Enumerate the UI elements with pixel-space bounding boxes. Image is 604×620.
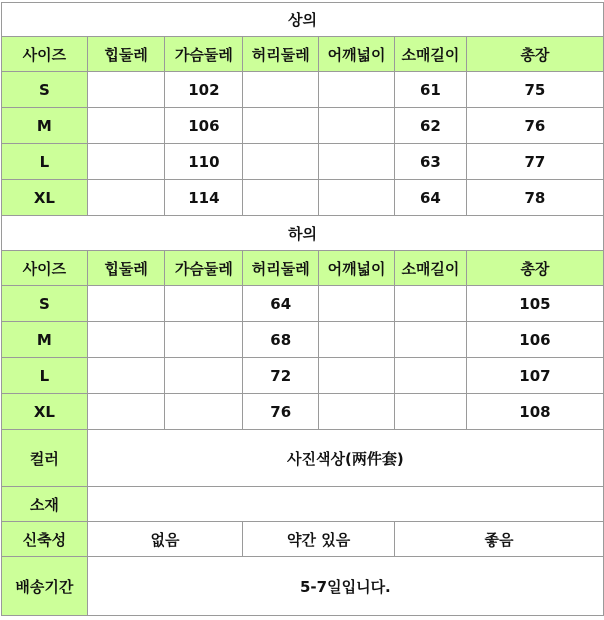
measurement-cell [394, 322, 466, 358]
shipping-value: 5-7일입니다. [87, 557, 603, 616]
bottom-size-row [2, 322, 604, 358]
top-title-row [2, 3, 604, 37]
color-row [2, 430, 604, 487]
measurement-cell: 75 [466, 72, 603, 108]
size-label: S [2, 72, 88, 108]
top-size-row [2, 144, 604, 180]
bottom-size-row [2, 286, 604, 322]
material-label: 소재 [2, 487, 88, 522]
size-chart-table [1, 2, 604, 616]
top-header-cell: 허리둘레 [243, 37, 319, 72]
measurement-cell: 72 [243, 358, 319, 394]
bottom-header-cell: 허리둘레 [243, 251, 319, 286]
measurement-cell: 68 [243, 322, 319, 358]
measurement-cell [319, 180, 395, 216]
color-value: 사진색상(两件套) [87, 430, 603, 487]
measurement-cell: 77 [466, 144, 603, 180]
measurement-cell [319, 108, 395, 144]
top-section-title: 상의 [2, 3, 604, 37]
measurement-cell [165, 286, 243, 322]
measurement-cell: 102 [165, 72, 243, 108]
measurement-cell [243, 180, 319, 216]
measurement-cell: 110 [165, 144, 243, 180]
stretch-option: 좋음 [394, 522, 603, 557]
color-label: 컬러 [2, 430, 88, 487]
shipping-label: 배송기간 [2, 557, 88, 616]
measurement-cell [165, 358, 243, 394]
measurement-cell: 78 [466, 180, 603, 216]
measurement-cell: 108 [466, 394, 603, 430]
measurement-cell [165, 394, 243, 430]
size-label: S [2, 286, 88, 322]
shipping-row [2, 557, 604, 616]
measurement-cell [319, 286, 395, 322]
top-header-cell: 사이즈 [2, 37, 88, 72]
bottom-header-cell: 총장 [466, 251, 603, 286]
stretch-label: 신축성 [2, 522, 88, 557]
stretch-option: 없음 [87, 522, 243, 557]
measurement-cell [87, 358, 165, 394]
measurement-cell [87, 180, 165, 216]
measurement-cell [87, 144, 165, 180]
bottom-header-cell: 사이즈 [2, 251, 88, 286]
top-size-row [2, 72, 604, 108]
measurement-cell [87, 322, 165, 358]
measurement-cell [319, 72, 395, 108]
measurement-cell [87, 286, 165, 322]
bottom-title-row [2, 216, 604, 251]
measurement-cell: 62 [394, 108, 466, 144]
measurement-cell: 61 [394, 72, 466, 108]
measurement-cell: 64 [243, 286, 319, 322]
bottom-header-cell: 가슴둘레 [165, 251, 243, 286]
measurement-cell [243, 108, 319, 144]
measurement-cell [319, 322, 395, 358]
measurement-cell [87, 72, 165, 108]
stretch-row [2, 522, 604, 557]
measurement-cell: 107 [466, 358, 603, 394]
size-label: XL [2, 394, 88, 430]
measurement-cell: 76 [466, 108, 603, 144]
bottom-header-cell: 소매길이 [394, 251, 466, 286]
size-label: L [2, 358, 88, 394]
measurement-cell [394, 358, 466, 394]
measurement-cell: 106 [466, 322, 603, 358]
top-size-row [2, 108, 604, 144]
top-header-row [2, 37, 604, 72]
stretch-option: 약간 있음 [243, 522, 395, 557]
measurement-cell [243, 144, 319, 180]
measurement-cell: 76 [243, 394, 319, 430]
measurement-cell: 63 [394, 144, 466, 180]
measurement-cell [165, 322, 243, 358]
top-header-cell: 힙둘레 [87, 37, 165, 72]
size-label: M [2, 322, 88, 358]
measurement-cell [87, 394, 165, 430]
measurement-cell: 105 [466, 286, 603, 322]
bottom-section-title: 하의 [2, 216, 604, 251]
size-label: XL [2, 180, 88, 216]
bottom-header-row [2, 251, 604, 286]
measurement-cell [394, 394, 466, 430]
bottom-header-cell: 어깨넓이 [319, 251, 395, 286]
measurement-cell [319, 394, 395, 430]
measurement-cell: 64 [394, 180, 466, 216]
top-size-row [2, 180, 604, 216]
measurement-cell: 114 [165, 180, 243, 216]
top-header-cell: 소매길이 [394, 37, 466, 72]
measurement-cell [87, 108, 165, 144]
top-header-cell: 총장 [466, 37, 603, 72]
measurement-cell: 106 [165, 108, 243, 144]
material-row [2, 487, 604, 522]
measurement-cell [319, 358, 395, 394]
size-label: L [2, 144, 88, 180]
measurement-cell [319, 144, 395, 180]
bottom-header-cell: 힙둘레 [87, 251, 165, 286]
top-header-cell: 가슴둘레 [165, 37, 243, 72]
bottom-size-row [2, 358, 604, 394]
measurement-cell [394, 286, 466, 322]
material-value [87, 487, 603, 522]
top-header-cell: 어깨넓이 [319, 37, 395, 72]
bottom-size-row [2, 394, 604, 430]
measurement-cell [243, 72, 319, 108]
size-label: M [2, 108, 88, 144]
